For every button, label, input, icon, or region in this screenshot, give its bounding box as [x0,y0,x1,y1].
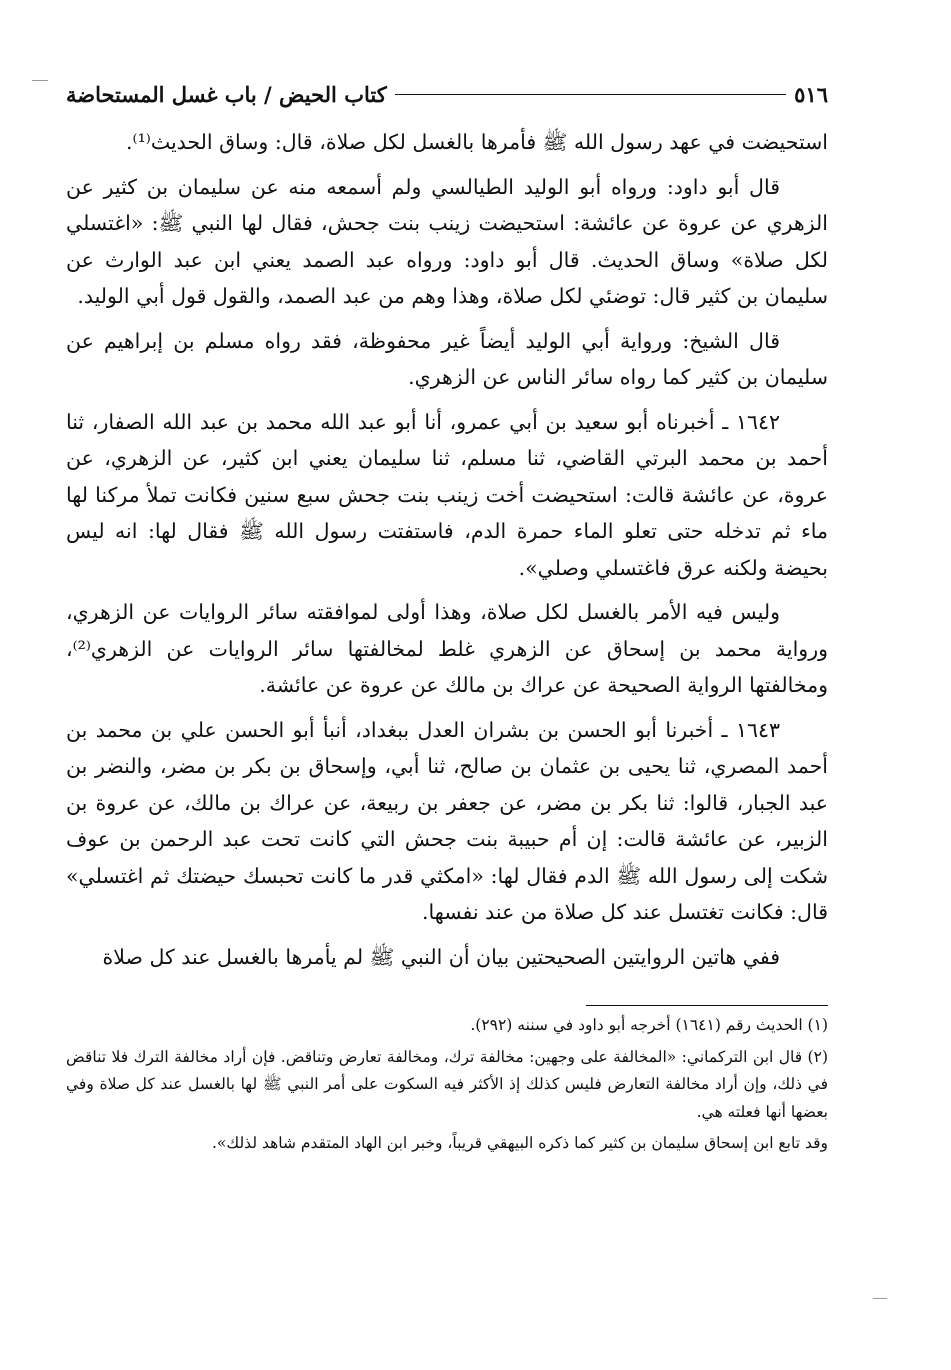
footnotes [66,1012,828,1158]
paragraph: ففي هاتين الروايتين الصحيحتين بيان أن النبي ﷺ لم يأمرها بالغسل عند كل صلاة [102,944,780,969]
footnote-2-continued: وقد تابع ابن إسحاق سليمان بن كثير كما ذكره البيهقي قريباً، وخبر ابن الهاد المتقدم شاهد لذلك». [211,1134,828,1152]
body-text [66,124,828,975]
footnote-1: (١) الحديث رقم (١٦٤١) أخرجه أبو داود في سننه (٢٩٢). [470,1016,828,1034]
paragraph: استحيضت في عهد رسول الله ﷺ فأمرها بالغسل لكل صلاة، قال: وساق الحديث⁽¹⁾. [126,130,828,154]
paragraph: وليس فيه الأمر بالغسل لكل صلاة، وهذا أولى لموافقته سائر الروايات عن الزهري، ورواية محمد بن إسحاق عن الزهري غلط لمخالفتها سائر الروايات عن الزهري⁽²⁾، ومخالفتها الرواية الصحيحة عن عراك بن مالك عن عروة عن عائشة. [66,600,828,697]
footnote-separator [586,1005,828,1006]
scan-edge-mark [32,80,48,81]
page-number: ٥١٦ [794,81,828,107]
book-page [66,74,828,1158]
paragraph: قال أبو داود: ورواه أبو الوليد الطيالسي ولم أسمعه منه عن سليمان بن كثير عن الزهري عن عروة عن عائشة: استحيضت زينب بنت جحش، فقال لها النبي ﷺ: «اغتسلي لكل صلاة» وساق الحديث. قال أبو داود: ورواه عبد الصمد يعني ابن عبد الوارث عن سليمان بن كثير قال: توضئي لكل صلاة، وهذا وهم من عبد الصمد، والقول قول أبي الوليد. [66,174,828,308]
footnote-2: (٢) قال ابن التركماني: «المخالفة على وجهين: مخالفة ترك، ومخالفة تعارض وتناقض. فإن أراد مخالفة الترك فلا تناقض في ذلك، وإن أراد مخالفة التعارض فليس كذلك إذ الأكثر فيه السكوت على أمر النبي ﷺ لها بالغسل عند كل صلاة وفي بعضها أنها فعلته هي. [66,1047,828,1121]
hadith-1642: ١٦٤٢ ـ أخبرناه أبو سعيد بن أبي عمرو، أنا أبو عبد الله محمد بن عبد الله الصفار، ثنا أحمد بن محمد البرتي القاضي، ثنا مسلم، ثنا سليمان يعني ابن كثير، عن الزهري، عن عروة، عن عائشة قالت: استحيضت أخت زينب بنت جحش سبع سنين فكانت تملأ مركنا لها ماء ثم تدخله حتى تعلو الماء حمرة الدم، فاستفتت رسول الله ﷺ فقال لها: انه ليس بحيضة ولكنه عرق فاغتسلي وصلي». [66,409,828,580]
running-title: كتاب الحيض / باب غسل المستحاضة [66,81,387,107]
running-header [66,74,828,114]
header-rule [395,94,786,95]
hadith-1643: ١٦٤٣ ـ أخبرنا أبو الحسن بن بشران العدل ببغداد، أنبأ أبو الحسن علي بن محمد بن أحمد المصري، ثنا يحيى بن عثمان بن صالح، ثنا أبي، وإسحاق بن بكر بن مضر، والنضر بن عبد الجبار، قالوا: ثنا بكر بن مضر، عن جعفر بن ربيعة، عن عراك بن مالك، عن عروة بن الزبير، عن عائشة قالت: إن أم حبيبة بنت جحش التي كانت تحت عبد الرحمن بن عوف شكت إلى رسول الله ﷺ الدم فقال لها: «امكثي قدر ما كانت تحبسك حيضتك ثم اغتسلي» قال: فكانت تغتسل عند كل صلاة من عند نفسها. [66,717,828,924]
scan-edge-mark [873,1298,887,1299]
paragraph: قال الشيخ: ورواية أبي الوليد أيضاً غير محفوظة، فقد رواه مسلم بن إبراهيم عن سليمان بن كثير كما رواه سائر الناس عن الزهري. [66,328,828,389]
